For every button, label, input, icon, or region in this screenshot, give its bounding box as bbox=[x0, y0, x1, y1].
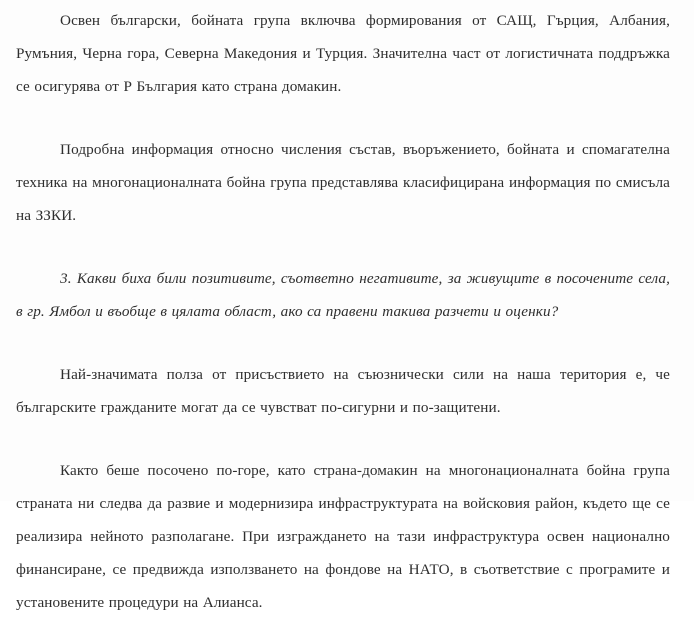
paragraph-2: Подробна информация относно числения състав, въоръжението, бойната и спомагателна техника на многонационалната бойна група представлява класифицирана информация по смисъла на ЗЗКИ. bbox=[16, 141, 670, 224]
paragraph-question-3: 3. Какви биха били позитивите, съответно негативите, за живущите в посочените села, в гр. Ямбол и въобще в цялата област, ако са правени такива разчети и оценки? bbox=[16, 270, 670, 320]
paragraph-4: Най-значимата полза от присъствието на съюзнически сили на наша територия е, че българските гражданите могат да се чувстват по-сигурни и по-защитени. bbox=[16, 366, 670, 416]
paragraph-1: Освен български, бойната група включва формирования от САЩ, Гърция, Албания, Румъния, Черна гора, Северна Македония и Турция. Значителна част от логистичната поддръжка се осигурява от Р България като страна домакин. bbox=[16, 12, 670, 95]
paragraph-5: Както беше посочено по-горе, като страна-домакин на многонационалната бойна група страната ни следва да развие и модернизира инфраструктурата на войсковия район, където ще се реализира нейното разполагане. При изграждането на тази инфраструктура освен национално финансиране, се предвижда използването на фондове на НАТО, в съответствие с програмите и установените процедури на Алианса. bbox=[16, 462, 670, 611]
